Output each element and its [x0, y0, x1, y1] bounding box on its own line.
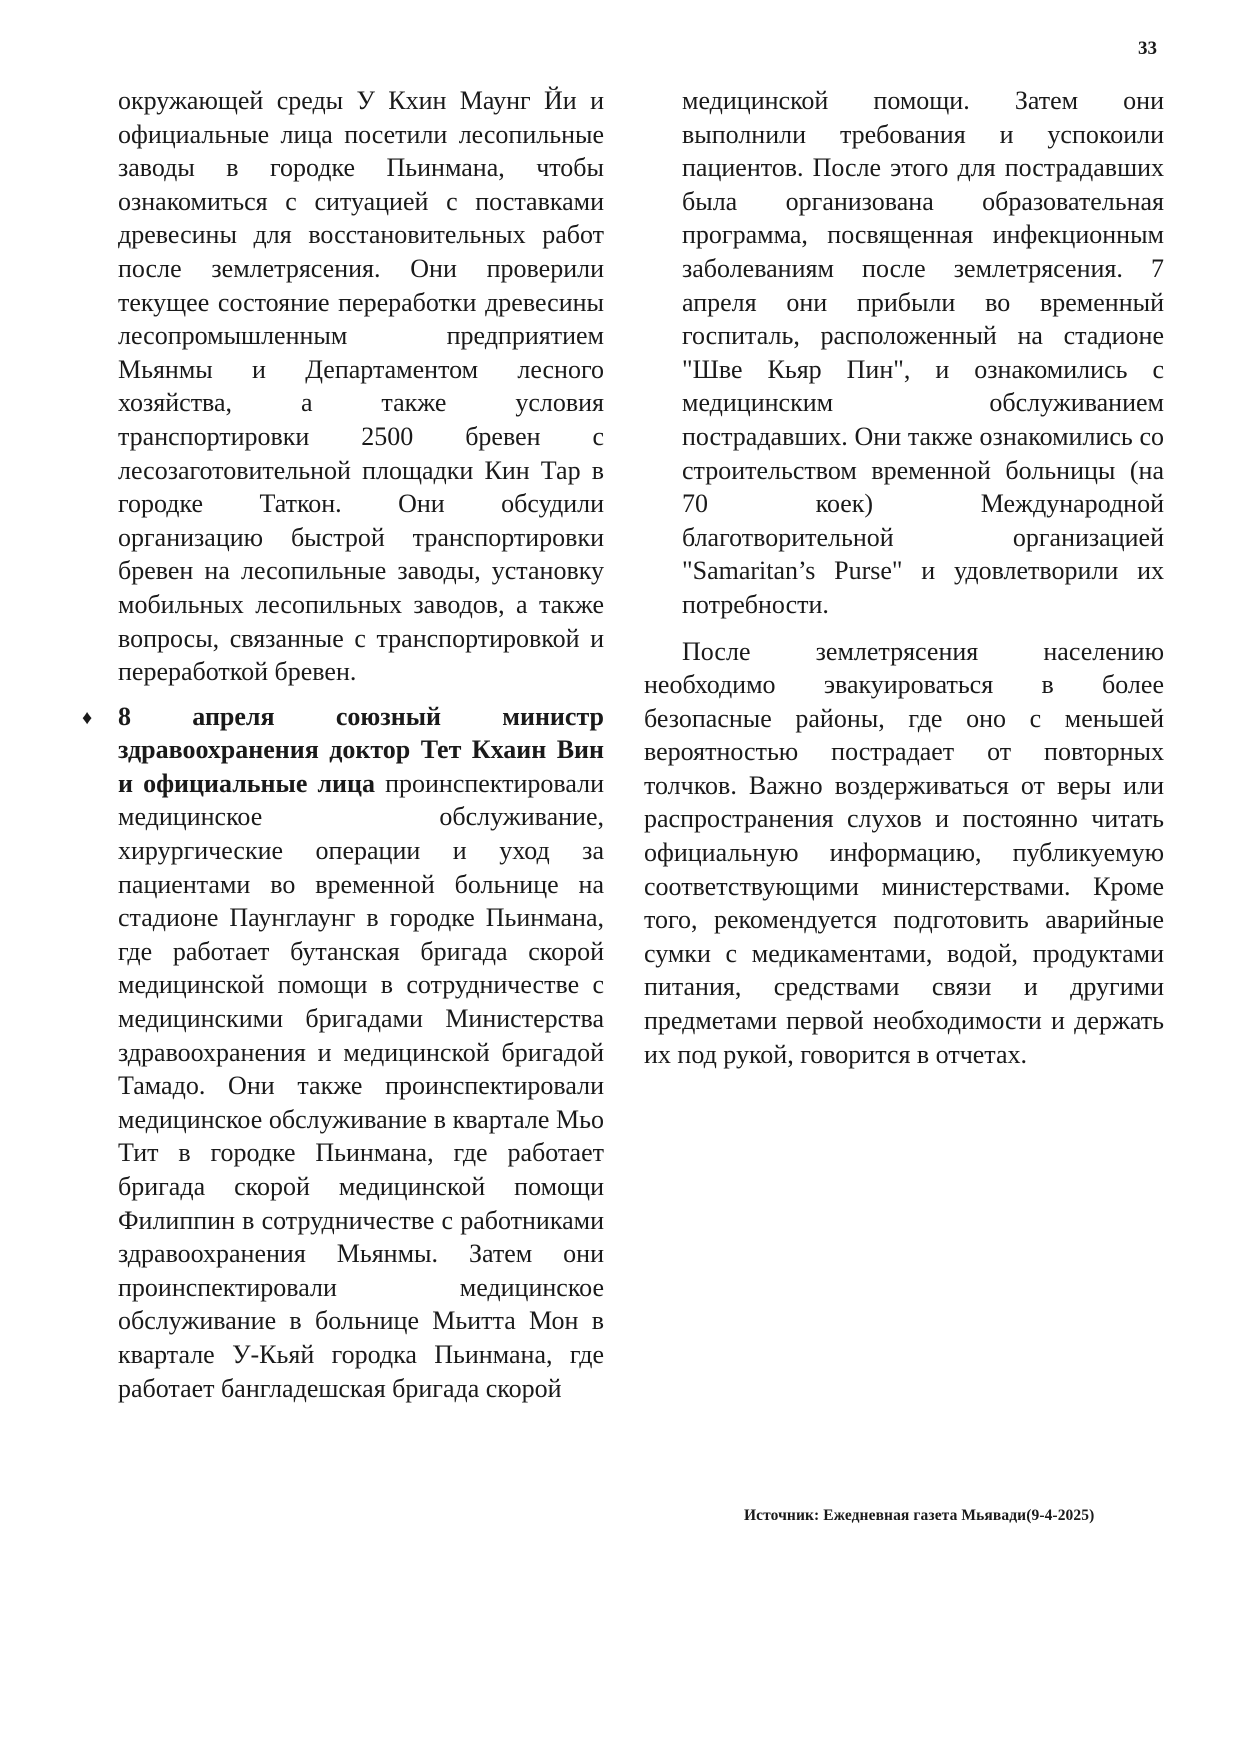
right-continuation-paragraph: медицинской помощи. Затем они выполнили требования и успокоили пациентов. После этого для пострадавших была организована образовательная программа, посвященная инфекционным заболеваниям после землетрясения. 7 апреля они прибыли во временный госпиталь, расположенный на стадионе "Шве Кьяр Пин", и ознакомились с медицинским обслуживанием пострадавших. Они также ознакомились со строительством временной больницы (на 70 коек) Международной благотворительной организацией "Samaritan’s Purse" и удовлетворили их потребности.	[682, 86, 1164, 619]
left-intro-paragraph: окружающей среды У Кхин Маунг Йи и официальные лица посетили лесопильные заводы в городке Пьинмана, чтобы ознакомиться с ситуацией с поставками древесины для восстановительных работ после землетрясения. Они проверили текущее состояние переработки древесины лесопромышленным предприятием Мьянмы и Департаментом лесного хозяйства, а также условия транспортировки 2500 бревен с лесозаготовительной площадки Кин Тар в городке Таткон. Они обсудили организацию быстрой транспортировки бревен на лесопильные заводы, установку мобильных лесопильных заводов, а также вопросы, связанные с транспортировкой и переработкой бревен.	[118, 86, 604, 687]
bullet-item-health-minister	[82, 700, 604, 1405]
right-column	[644, 84, 1164, 1071]
bullet-body-text: проинспектировали медицинское обслуживание, хирургические операции и уход за пациентами во временной больнице на стадионе Паунглаунг в городке Пьинмана, где работает бутанская бригада скорой медицинской помощи в сотрудничестве с медицинскими бригадами Министерства здравоохранения и медицинской бригадой Тамадо. Они также проинспектировали медицинское обслуживание в квартале Мьо Тит в городке Пьинмана, где работает бригада скорой медицинской помощи Филиппин в сотрудничестве с работниками здравоохранения Мьянмы. Затем они проинспектировали медицинское обслуживание в больнице Мьитта Мон в квартале У-Кьяй городка Пьинмана, где работает бангладешская бригада скорой	[118, 768, 604, 1403]
page-number: 33	[1138, 38, 1157, 59]
evacuation-advice-paragraph: После землетрясения населению необходимо эвакуироваться в более безопасные районы, где оно с меньшей вероятностью пострадает от повторных толчков. Важно воздерживаться от веры или распространения слухов и постоянно читать официальную информацию, публикуемую соответствующими министерствами. Кроме того, рекомендуется подготовить аварийные сумки с медикаментами, водой, продуктами питания, средствами связи и другими предметами первой необходимости и держать их под рукой, говорится в отчетах.	[644, 636, 1164, 1069]
bullet-bold-lead: 8 апреля союзный министр здравоохранения доктор Тет Кхаин Вин и официальные лица	[118, 701, 604, 798]
left-column	[82, 84, 604, 1405]
diamond-bullet-icon: ♦	[82, 706, 93, 729]
source-citation: Источник: Ежедневная газета Мьявади(9-4-2025)	[744, 1507, 1095, 1524]
